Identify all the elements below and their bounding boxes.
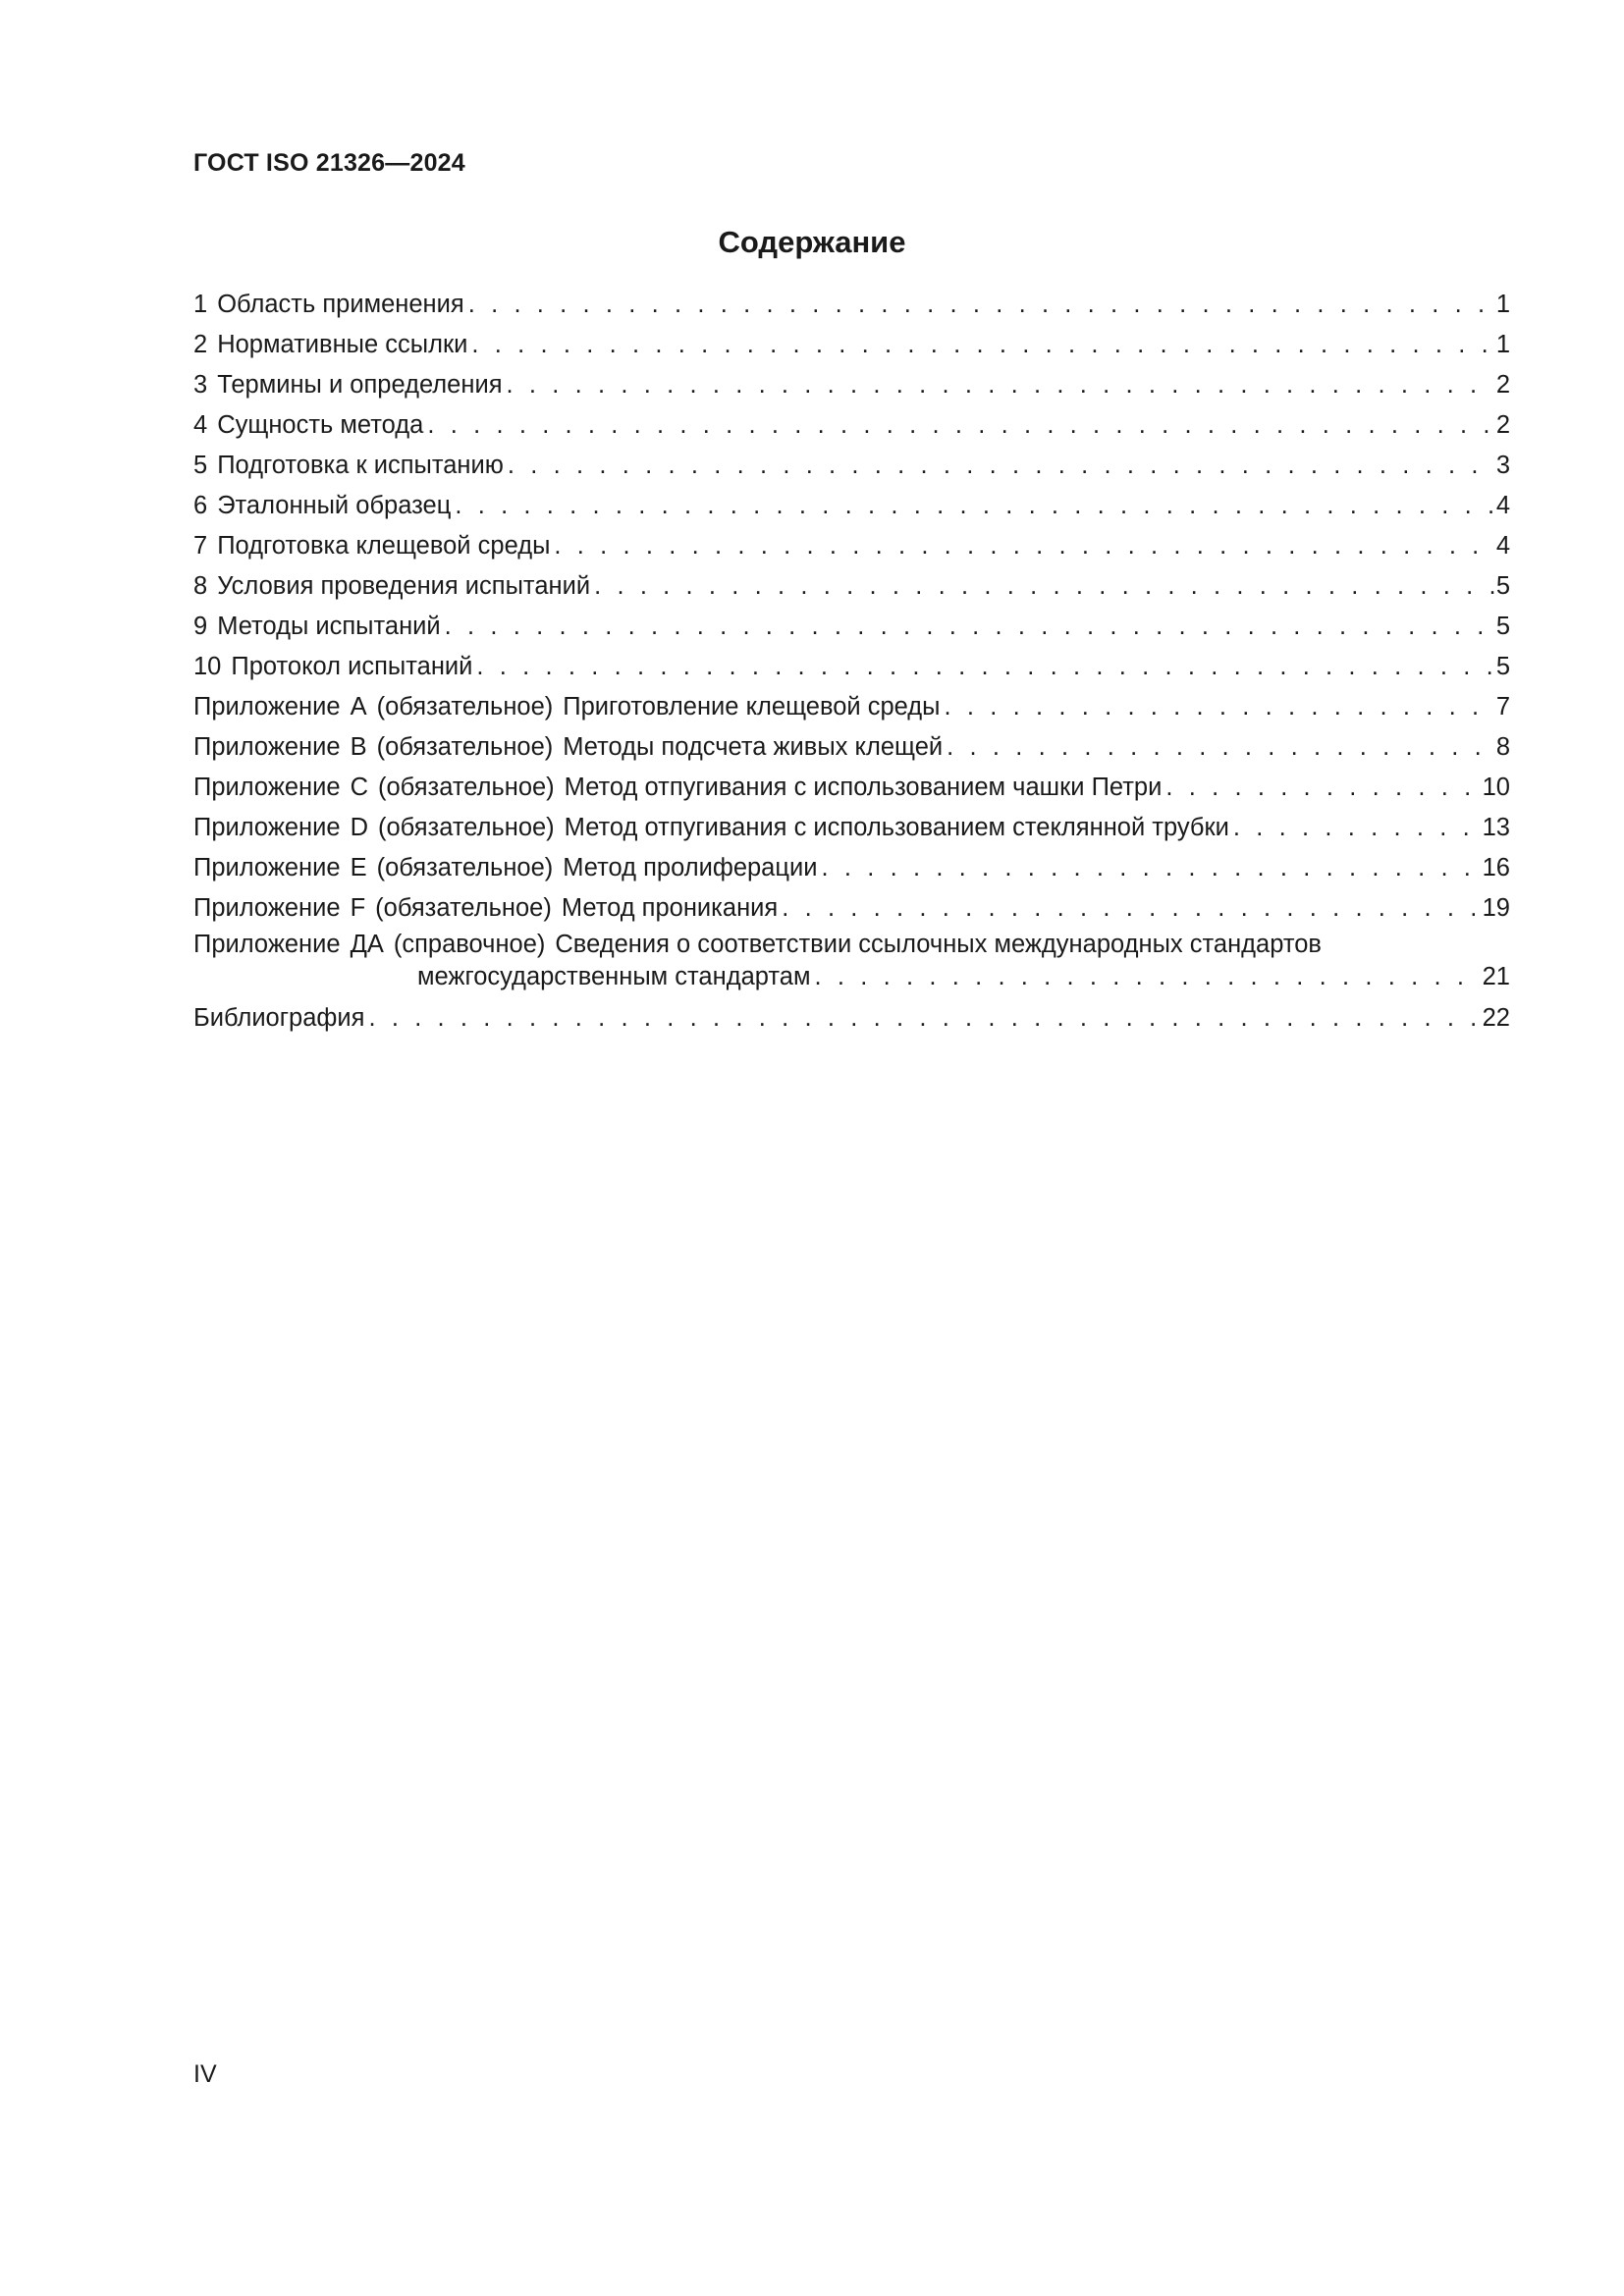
annex-label: Метод отпугивания с использованием чашки Петри [564, 774, 1163, 801]
toc-entry-number: 3 [193, 371, 208, 399]
toc-entry-label: Подготовка к испытанию [217, 452, 504, 479]
annex-letter: F [350, 894, 366, 922]
leader-dots [455, 486, 1493, 526]
leader-dots [476, 647, 1493, 687]
toc-entry[interactable] [193, 486, 1510, 526]
toc-entry-label: Сущность метода [217, 411, 424, 439]
toc-annex-entry[interactable] [193, 888, 1510, 929]
toc-entry-number: 5 [193, 452, 208, 479]
document-code: ГОСТ ISO 21326—2024 [193, 149, 465, 177]
toc-entry-label: Методы испытаний [217, 613, 441, 640]
annex-letter: D [350, 814, 368, 841]
annex-label: Метод пролиферации [563, 854, 818, 881]
toc-entry-label: Подготовка клещевой среды [217, 532, 551, 560]
leader-dots [594, 566, 1494, 607]
toc-entry-page: 7 [1495, 693, 1510, 721]
leader-dots [944, 687, 1493, 727]
toc-entry-page: 5 [1495, 653, 1510, 680]
toc-entry-number: 7 [193, 532, 208, 560]
toc-entry[interactable] [193, 365, 1510, 405]
toc-annex-entry[interactable] [193, 727, 1510, 768]
toc-entry-number: 2 [193, 331, 208, 358]
annex-letter: A [350, 693, 367, 721]
annex-letter: E [350, 854, 367, 881]
toc-entry-page: 1 [1495, 331, 1510, 358]
leader-dots [782, 888, 1480, 929]
toc-entry-page: 19 [1482, 894, 1510, 922]
bibliography-label: Библиография [193, 1004, 365, 1032]
toc-entry-page: 8 [1495, 733, 1510, 761]
toc-annex-entry[interactable] [193, 929, 1510, 993]
leader-dots [821, 848, 1480, 888]
annex-label: Метод проникания [561, 894, 779, 922]
leader-dots [507, 365, 1494, 405]
table-of-contents [193, 285, 1510, 1039]
toc-entry-label: Нормативные ссылки [217, 331, 468, 358]
annex-status: (справочное) [393, 931, 546, 958]
toc-annex-entry[interactable] [193, 848, 1510, 888]
leader-dots [368, 998, 1480, 1039]
annex-status: (обязательное) [376, 733, 554, 761]
toc-entry-page: 3 [1495, 452, 1510, 479]
toc-entry-number: 4 [193, 411, 208, 439]
leader-dots [508, 446, 1494, 486]
toc-entry-page: 10 [1482, 774, 1510, 801]
toc-entry-page: 4 [1495, 492, 1510, 519]
annex-label: Приготовление клещевой среды [563, 693, 941, 721]
annex-prefix: Приложение [193, 894, 341, 922]
annex-label: Методы подсчета живых клещей [563, 733, 944, 761]
annex-prefix: Приложение [193, 693, 341, 721]
annex-label-line2: межгосударственным стандартам [417, 963, 811, 990]
toc-entry-page: 16 [1482, 854, 1510, 881]
toc-entry-label: Эталонный образец [217, 492, 452, 519]
toc-entry[interactable] [193, 325, 1510, 365]
toc-entry-label: Условия проведения испытаний [217, 572, 591, 600]
toc-entry[interactable] [193, 647, 1510, 687]
toc-entry-label: Область применения [217, 291, 464, 318]
annex-prefix: Приложение [193, 733, 341, 761]
leader-dots [468, 285, 1494, 325]
toc-annex-entry[interactable] [193, 687, 1510, 727]
annex-prefix: Приложение [193, 854, 341, 881]
toc-entry-page: 13 [1482, 814, 1510, 841]
toc-title: Содержание [718, 225, 906, 259]
toc-entry-page: 2 [1495, 371, 1510, 399]
annex-letter: ДА [350, 931, 384, 958]
leader-dots [427, 405, 1493, 446]
toc-entry-label: Термины и определения [217, 371, 503, 399]
leader-dots [947, 727, 1494, 768]
leader-dots [554, 526, 1493, 566]
toc-annex-entry[interactable] [193, 768, 1510, 808]
annex-status: (обязательное) [378, 774, 555, 801]
toc-annex-entry[interactable] [193, 808, 1510, 848]
toc-entry-page: 21 [1482, 963, 1510, 990]
toc-entry-page: 22 [1482, 1004, 1510, 1032]
annex-status: (обязательное) [375, 894, 552, 922]
toc-bibliography-entry[interactable] [193, 998, 1510, 1039]
toc-entry[interactable] [193, 566, 1510, 607]
annex-prefix: Приложение [193, 814, 341, 841]
annex-prefix: Приложение [193, 774, 341, 801]
annex-status: (обязательное) [378, 814, 555, 841]
toc-entry[interactable] [193, 607, 1510, 647]
toc-entry-number: 10 [193, 653, 222, 680]
toc-entry-page: 4 [1495, 532, 1510, 560]
toc-entry-number: 1 [193, 291, 208, 318]
annex-prefix: Приложение [193, 931, 341, 958]
leader-dots [471, 325, 1493, 365]
leader-dots [1233, 808, 1481, 848]
toc-entry-page: 2 [1495, 411, 1510, 439]
toc-entry[interactable] [193, 405, 1510, 446]
toc-entry-label: Протокол испытаний [231, 653, 473, 680]
annex-letter: C [350, 774, 368, 801]
toc-entry[interactable] [193, 285, 1510, 325]
toc-entry-number: 6 [193, 492, 208, 519]
toc-entry-number: 8 [193, 572, 208, 600]
leader-dots [445, 607, 1494, 647]
leader-dots [1165, 768, 1480, 808]
toc-entry-number: 9 [193, 613, 208, 640]
page-number: IV [193, 2060, 217, 2088]
toc-entry-page: 1 [1495, 291, 1510, 318]
annex-status: (обязательное) [376, 854, 554, 881]
leader-dots [814, 960, 1480, 993]
annex-letter: B [350, 733, 367, 761]
annex-label: Метод отпугивания с использованием стеклянной трубки [564, 814, 1229, 841]
annex-label-line1: Сведения о соответствии ссылочных международных стандартов [555, 931, 1322, 958]
toc-entry-page: 5 [1495, 572, 1510, 600]
toc-entry[interactable] [193, 526, 1510, 566]
toc-entry[interactable] [193, 446, 1510, 486]
annex-status: (обязательное) [376, 693, 554, 721]
toc-entry-page: 5 [1495, 613, 1510, 640]
